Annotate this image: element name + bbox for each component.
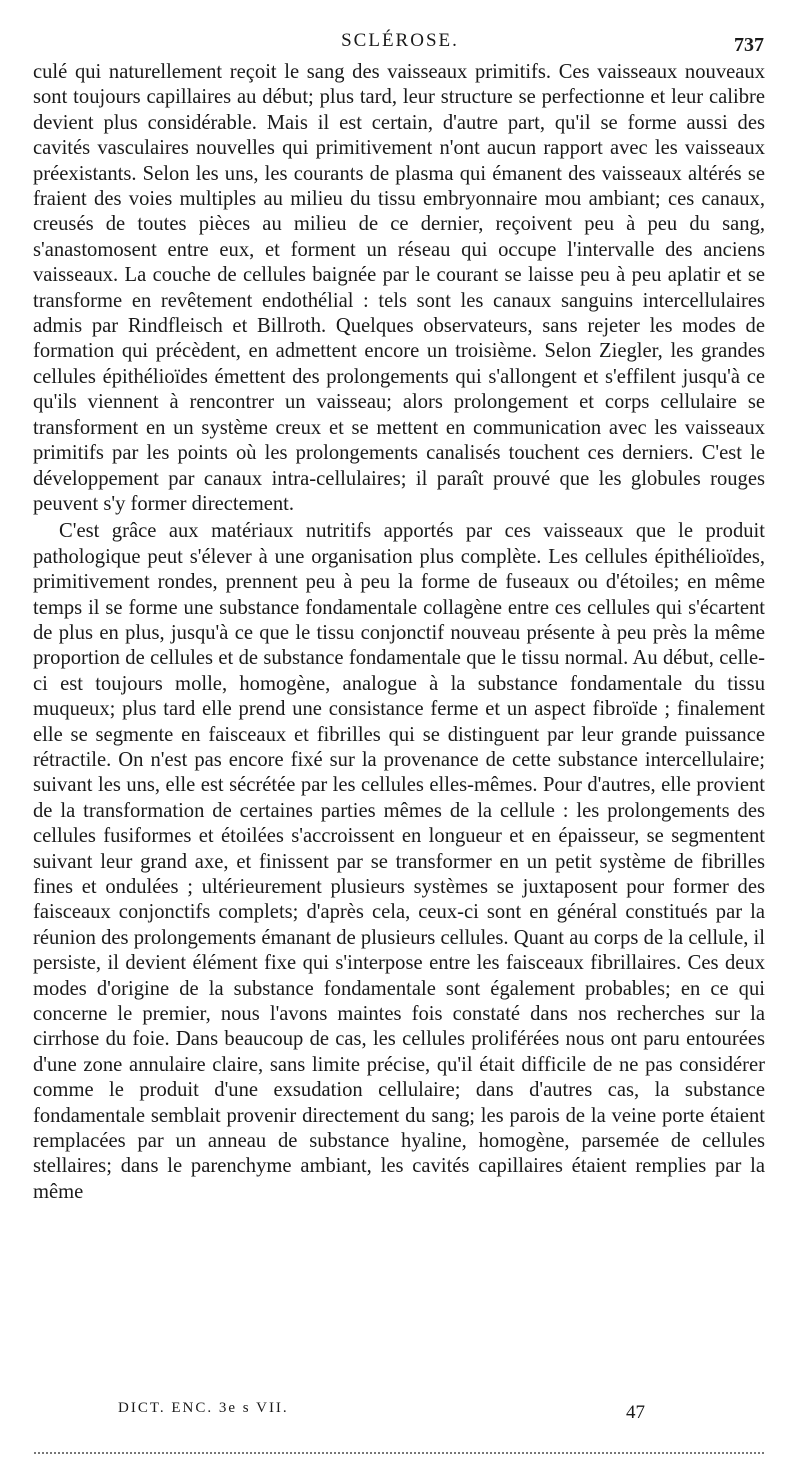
paragraph-continuation: culé qui naturellement reçoit le sang des vaisseaux primitifs. Ces vaisseaux nouveaux sont toujours capillaires au début; plus tard, leur structure se perfectionne et leur calibre devient plus considérable. Mais il est certain, d'autre part, qu'il se forme aussi des cavités vasculaires nouvelles qui primitivement n'ont aucun rapport avec les vaisseaux préexistants. Selon les uns, les courants de plasma qui émanent des vaisseaux altérés se fraient des voies multiples au milieu du tissu embryonnaire mou ambiant; ces canaux, creusés de toutes pièces au milieu de ce dernier, reçoivent peu à peu du sang, s'anastomosent entre eux, et forment un réseau qui occupe l'intervalle des anciens vaisseaux. La couche de cellules baignée par le courant se laisse peu à peu aplatir et se transforme en revêtement endothélial : tels sont les canaux sanguins intercellulaires admis par Rindfleisch et Billroth. Quelques observateurs, sans rejeter les modes de formation qui précèdent, en admettent encore un troisième. Selon Ziegler, les grandes cellules épithélioïdes émettent des prolongements qui s'allongent et s'effilent jusqu'à ce qu'ils viennent à rencontrer un vaisseau; alors prolongement et corps cellulaire se transforment en un système creux et se mettent en communication avec les vaisseaux primitifs par les points où les prolongements canalisés touchent ces derniers. C'est le développement par canaux intra-cellulaires; il paraît prouvé que les globules rouges peuvent s'y former directement. (33, 61, 765, 515)
footer-signature: DICT. ENC. 3e s VII. (118, 1400, 289, 1416)
sheet-number: 47 (626, 1402, 645, 1423)
body-text (33, 60, 765, 1205)
paragraph: C'est grâce aux matériaux nutritifs apportés par ces vaisseaux que le produit pathologique peut s'élever à une organisation plus complète. Les cellules épithélioïdes, primitivement rondes, prennent peu à peu la forme de fuseaux ou d'étoiles; en même temps il se forme une substance fondamentale collagène entre ces cellules qui s'écartent de plus en plus, jusqu'à ce que le tissu conjonctif nouveau présente à peu près la même proportion de cellules et de substance fondamentale que le tissu normal. Au début, celle-ci est toujours molle, homogène, analogue à la substance fondamentale du tissu muqueux; plus tard elle prend une consistance ferme et un aspect fibroïde ; finalement elle se segmente en faisceaux et fibrilles qui se distinguent par leur grande puissance rétractile. On n'est pas encore fixé sur la provenance de cette substance intercellulaire; suivant les uns, elle est sécrétée par les cellules elles-mêmes. Pour d'autres, elle provient de la transformation de certaines parties mêmes de la cellule : les prolongements des cellules fusiformes et étoilées s'accroissent en longueur et en épaisseur, se segmentent suivant leur grand axe, et finissent par se transformer en un petit système de fibrilles fines et ondulées ; ultérieurement plusieurs systèmes se juxtaposent pour former des faisceaux conjonctifs complets; d'après cela, ceux-ci sont en général constitués par la réunion des prolongements émanant de plusieurs cellules. Quant au corps de la cellule, il persiste, il devient élément fixe qui s'interpose entre les faisceaux fibrillaires. Ces deux modes d'origine de la substance fondamentale sont également probables; en ce qui concerne le premier, nous l'avons maintes fois constaté dans nos recherches sur la cirrhose du foie. Dans beaucoup de cas, les cellules proliférées nous ont paru entourées d'une zone annulaire claire, sans limite précise, qu'il était difficile de ne pas considérer comme le produit d'une exsudation cellulaire; dans d'autres cas, la substance fondamentale semblait provenir directement du sang; les parois de la veine porte étaient remplacées par un anneau de substance hyaline, homogène, parsemée de cellules stellaires; dans le parenchyme ambiant, les cavités capillaires étaient remplies par la même (33, 520, 765, 1203)
page-number: 737 (734, 34, 764, 56)
running-title: SCLÉROSE. (341, 30, 459, 51)
running-header (0, 30, 800, 58)
bottom-dotted-rule (34, 1452, 764, 1454)
page-footer (0, 1400, 800, 1430)
